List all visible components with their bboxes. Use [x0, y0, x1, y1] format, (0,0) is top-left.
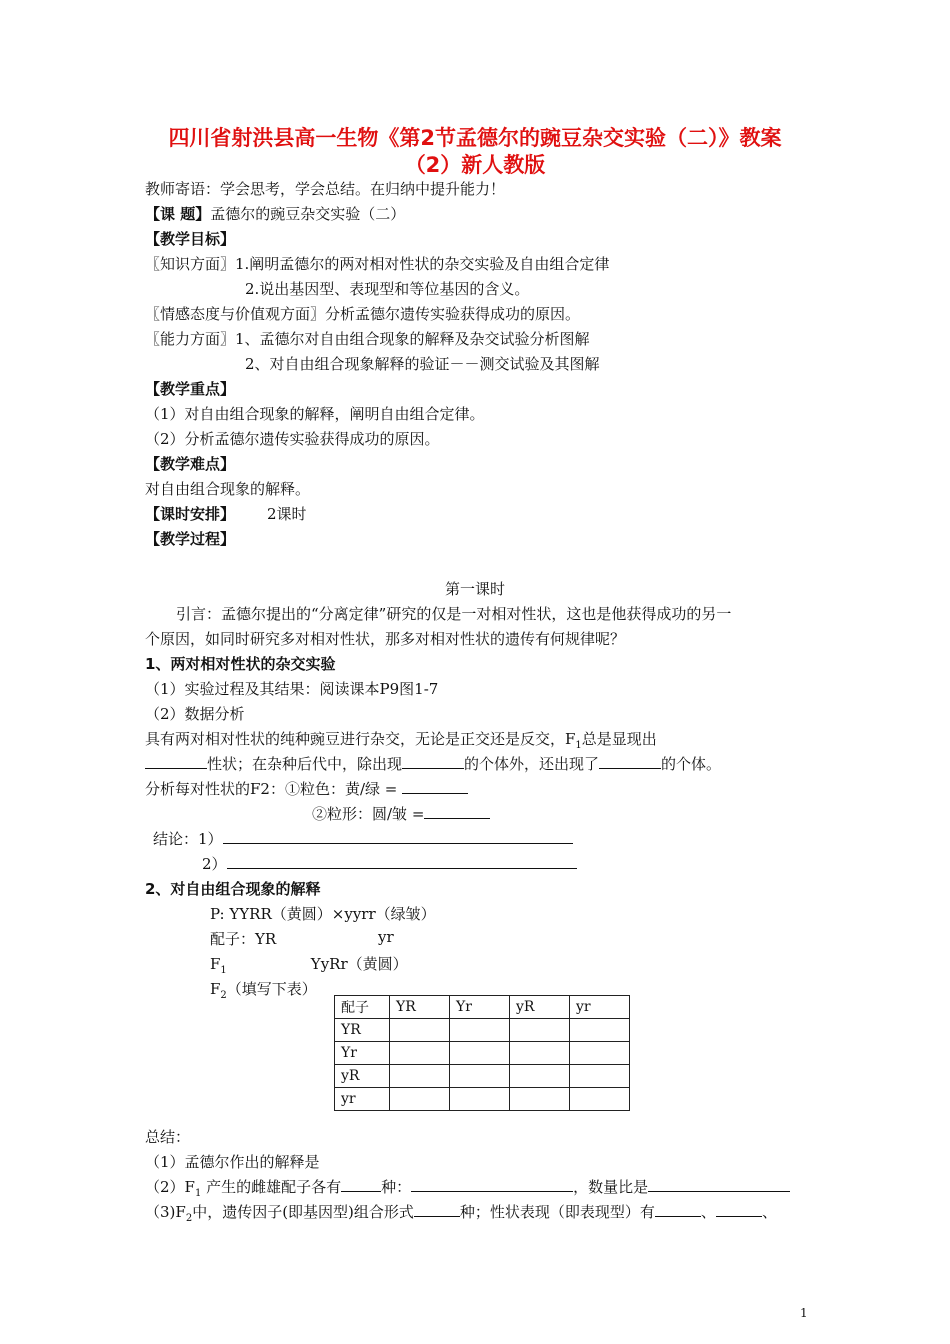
difficulties-text: 对自由组合现象的解释。	[145, 480, 311, 498]
f2-color-ratio: 分析每对性状的F2：①粒色：黄/绿 =	[145, 778, 468, 799]
intro-line1: 引言：孟德尔提出的“分离定律”研究的仅是一对相对性状，这也是他获得成功的另一	[176, 605, 732, 623]
section1-step2: （2）数据分析	[145, 705, 245, 723]
gametes-yr: yr	[378, 928, 394, 946]
document-title-line2: （2）新人教版	[404, 153, 546, 177]
table-row	[335, 1042, 630, 1065]
punnett-row-header: Yr	[335, 1042, 390, 1065]
parental-cross: P: YYRR（黄圆）×yyrr（绿皱）	[210, 905, 436, 923]
summary-header: 总结：	[145, 1128, 191, 1146]
section1-paragraph-line2: 性状；在杂种后代中，除出现 的个体外，还出现了 的个体。	[145, 753, 721, 774]
difficulties-header: 【教学难点】	[145, 455, 236, 473]
punnett-cell[interactable]	[390, 1065, 450, 1088]
table-row	[335, 1065, 630, 1088]
fill-blank[interactable]	[227, 854, 577, 869]
topic-text: 孟德尔的豌豆杂交实验（二）	[210, 205, 406, 223]
fill-blank[interactable]	[402, 754, 464, 769]
objectives-header: 【教学目标】	[145, 230, 236, 248]
schedule-label: 【课时安排】	[145, 505, 236, 523]
f2-row: $F_2$（填写下表）	[210, 980, 317, 1001]
punnett-cell[interactable]	[510, 1019, 570, 1042]
process-header: 【教学过程】	[145, 530, 236, 548]
punnett-col-header: YR	[390, 996, 450, 1019]
fill-blank[interactable]	[145, 754, 207, 769]
section1-paragraph-line1: 具有两对相对性状的纯种豌豆进行杂交，无论是正交还是反交，$F_1$总是显现出	[145, 730, 657, 751]
fill-blank[interactable]	[223, 829, 573, 844]
fill-blank[interactable]	[414, 1202, 460, 1217]
conclusion-1: 结论：1）	[153, 828, 573, 849]
section1-title: 1、两对相对性状的杂交实验	[145, 655, 336, 673]
objective-knowledge-2: 2.说出基因型、表现型和等位基因的含义。	[245, 280, 530, 298]
punnett-cell[interactable]	[390, 1042, 450, 1065]
punnett-cell[interactable]	[510, 1065, 570, 1088]
fill-blank[interactable]	[411, 1177, 573, 1192]
punnett-row-header: yr	[335, 1088, 390, 1111]
table-row	[335, 1088, 630, 1111]
fill-blank[interactable]	[599, 754, 661, 769]
gametes-label: 配子：YR	[210, 930, 277, 948]
topic-label: 【课 题】	[145, 205, 211, 223]
punnett-col-header: yR	[510, 996, 570, 1019]
table-row	[335, 996, 630, 1019]
punnett-cell[interactable]	[570, 1042, 630, 1065]
punnett-cell[interactable]	[510, 1042, 570, 1065]
punnett-cell[interactable]	[510, 1088, 570, 1111]
topic-row	[145, 203, 405, 224]
summary-item3: $(3)F_2$中，遗传因子(即基因型)组合形式 种；性状表现（即表现型）有 、 、	[145, 1203, 777, 1224]
objective-ability-2: 2、对自由组合现象解释的验证－－测交试验及其图解	[245, 355, 600, 373]
teacher-note: 教师寄语：学会思考，学会总结。在归纳中提升能力！	[145, 180, 506, 198]
fill-blank[interactable]	[402, 779, 468, 794]
table-row	[335, 1019, 630, 1042]
conclusion-2: 2）	[202, 853, 577, 874]
section2-title: 2、对自由组合现象的解释	[145, 880, 321, 898]
fill-blank[interactable]	[341, 1177, 381, 1192]
f1-row: $F_1$ YyRr（黄圆）	[210, 955, 408, 976]
f2-shape-ratio: ②粒形：圆/皱 =	[312, 803, 490, 824]
section1-step1: （1）实验过程及其结果：阅读课本P9图1-7	[145, 680, 439, 698]
fill-blank[interactable]	[648, 1177, 790, 1192]
fill-blank[interactable]	[716, 1202, 762, 1217]
punnett-row-header: yR	[335, 1065, 390, 1088]
punnett-cell[interactable]	[390, 1019, 450, 1042]
objective-ability-1: 〖能力方面〗1、孟德尔对自由组合现象的解释及杂交试验分析图解	[145, 330, 590, 348]
key-points-header: 【教学重点】	[145, 380, 236, 398]
punnett-corner: 配子	[335, 996, 390, 1019]
punnett-cell[interactable]	[570, 1065, 630, 1088]
punnett-col-header: yr	[570, 996, 630, 1019]
page-number: 1	[800, 1306, 808, 1320]
punnett-cell[interactable]	[450, 1065, 510, 1088]
punnett-cell[interactable]	[450, 1088, 510, 1111]
punnett-cell[interactable]	[570, 1088, 630, 1111]
punnett-cell[interactable]	[390, 1088, 450, 1111]
objective-emotion: 〖情感态度与价值观方面〗分析孟德尔遗传实验获得成功的原因。	[145, 305, 581, 323]
key-point-1: （1）对自由组合现象的解释，阐明自由组合定律。	[145, 405, 485, 423]
key-point-2: （2）分析孟德尔遗传实验获得成功的原因。	[145, 430, 440, 448]
punnett-cell[interactable]	[570, 1019, 630, 1042]
summary-item1: （1）孟德尔作出的解释是	[145, 1153, 320, 1171]
intro-line2: 个原因，如同时研究多对相对性状，那多对相对性状的遗传有何规律呢？	[145, 630, 626, 648]
schedule-text: 2课时	[267, 505, 307, 523]
lesson-title: 第一课时	[444, 580, 505, 598]
schedule-row	[145, 503, 307, 524]
summary-item2: $(2)F_1$ 产生的雌雄配子各有 种： ，数量比是	[145, 1176, 790, 1199]
objective-knowledge-1: 〖知识方面〗1.阐明孟德尔的两对相对性状的杂交实验及自由组合定律	[145, 255, 610, 273]
punnett-col-header: Yr	[450, 996, 510, 1019]
punnett-square	[334, 995, 630, 1111]
punnett-row-header: YR	[335, 1019, 390, 1042]
punnett-cell[interactable]	[450, 1019, 510, 1042]
fill-blank[interactable]	[424, 804, 490, 819]
document-title-line1: 四川省射洪县高一生物《第2节孟德尔的豌豆杂交实验（二）》教案	[168, 126, 782, 150]
fill-blank[interactable]	[655, 1202, 701, 1217]
punnett-cell[interactable]	[450, 1042, 510, 1065]
